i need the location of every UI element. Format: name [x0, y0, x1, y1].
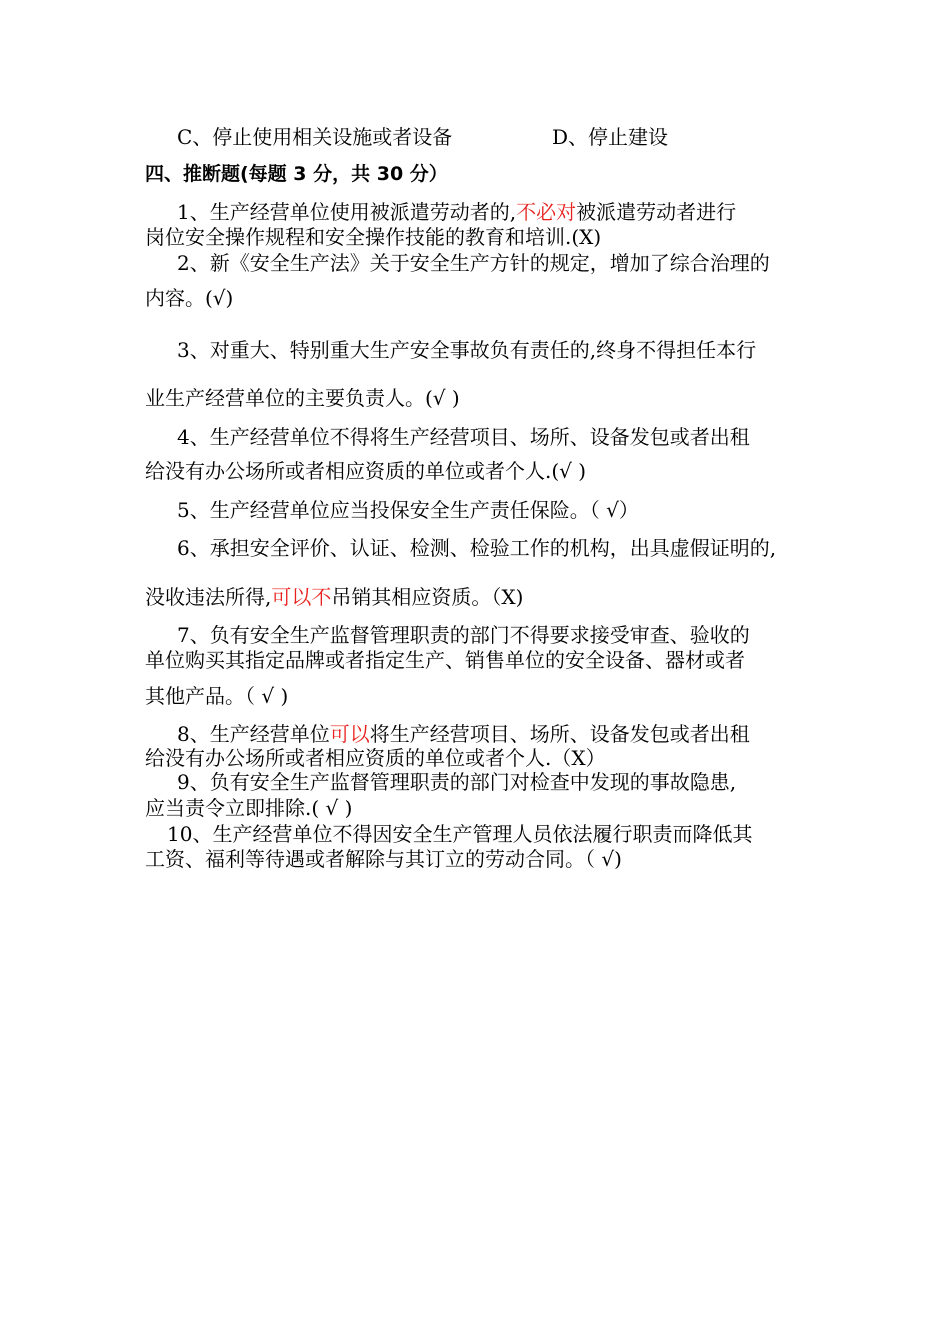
question-9-line-2: 应当责令立即排除.( √ ): [145, 796, 353, 820]
section-heading: 四、推断题(每题 3 分，共 30 分）: [145, 163, 448, 185]
question-6-line-1: 6、承担安全评价、认证、检测、检验工作的机构，出具虚假证明的,: [177, 536, 777, 560]
q8-highlight: 可以: [329, 722, 370, 746]
q8-text-pre: 8、生产经营单位: [177, 722, 330, 746]
question-6-line-2: [145, 585, 523, 609]
q1-highlight: 不必对: [516, 200, 577, 224]
q8-text-post: 将生产经营项目、场所、设备发包或者出租: [369, 722, 750, 746]
question-2-line-2: 内容。(√): [145, 286, 234, 310]
question-4-line-2: 给没有办公场所或者相应资质的单位或者个人.(√ ): [145, 459, 587, 483]
q6-text-post: 吊销其相应资质。（X): [331, 585, 524, 609]
question-8-line-1: [177, 722, 750, 746]
question-5: 5、生产经营单位应当投保安全生产责任保险。（ √）: [177, 498, 639, 522]
question-8-line-2: 给没有办公场所或者相应资质的单位或者个人.（X）: [145, 746, 606, 770]
question-2-line-1: 2、新《安全生产法》关于安全生产方针的规定，增加了综合治理的: [177, 251, 770, 275]
question-4-line-1: 4、生产经营单位不得将生产经营项目、场所、设备发包或者出租: [177, 425, 750, 449]
option-c: C、停止使用相关设施或者设备: [177, 125, 453, 149]
q1-text-post: 被派遣劳动者进行: [576, 200, 737, 224]
option-d: D、停止建设: [552, 125, 669, 149]
question-3-line-1: 3、对重大、特别重大生产安全事故负有责任的,终身不得担任本行: [177, 338, 757, 362]
question-1-line-2: 岗位安全操作规程和安全操作技能的教育和培训.(X): [145, 225, 602, 249]
q6-text-pre: 没收违法所得,: [145, 585, 272, 609]
question-1-line-1: [177, 200, 736, 224]
question-7-line-3: 其他产品。（ √ ): [145, 684, 289, 708]
question-10-line-1: 10、生产经营单位不得因安全生产管理人员依法履行职责而降低其: [167, 822, 753, 846]
question-7-line-2: 单位购买其指定品牌或者指定生产、销售单位的安全设备、器材或者: [145, 648, 745, 672]
question-7-line-1: 7、负有安全生产监督管理职责的部门不得要求接受审查、验收的: [177, 623, 750, 647]
q6-highlight: 可以不: [271, 585, 332, 609]
question-3-line-2: 业生产经营单位的主要负责人。(√ ): [145, 386, 460, 410]
q1-text-pre: 1、生产经营单位使用被派遣劳动者的,: [177, 200, 517, 224]
question-9-line-1: 9、负有安全生产监督管理职责的部门对检查中发现的事故隐患,: [177, 770, 737, 794]
question-10-line-2: 工资、福利等待遇或者解除与其订立的劳动合同。（ √): [145, 847, 622, 871]
